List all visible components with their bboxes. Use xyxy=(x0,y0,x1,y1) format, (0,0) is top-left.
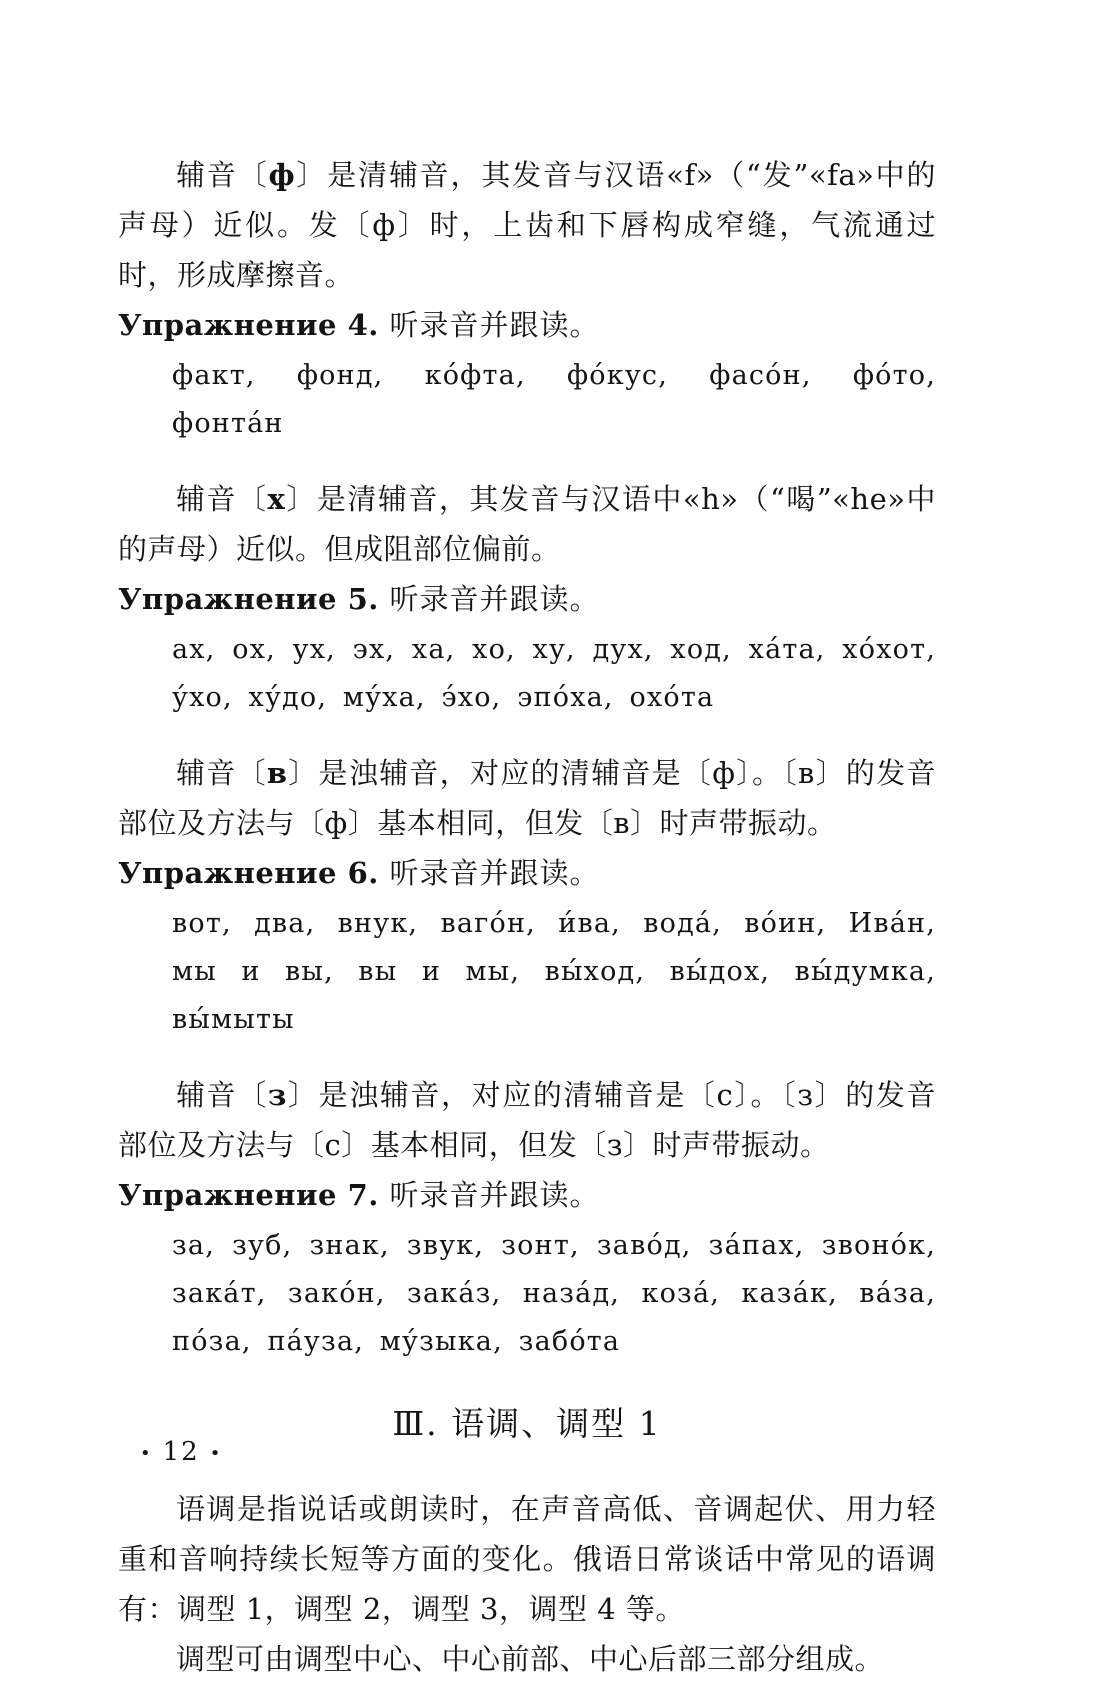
paragraph-text: 辅音〔 xyxy=(176,158,269,192)
exercise-heading xyxy=(118,848,936,898)
paragraph-text: 辅音〔 xyxy=(176,482,268,516)
exercise-heading xyxy=(118,1170,936,1220)
exercise-instruction: 听录音并跟读。 xyxy=(389,856,600,890)
body-paragraph xyxy=(118,1070,936,1170)
body-paragraph xyxy=(118,1484,936,1634)
page-content xyxy=(118,150,936,1684)
body-paragraph xyxy=(118,748,936,848)
phoneme-letter-bold: з xyxy=(267,1078,287,1112)
page-number-left-dot: • xyxy=(140,1442,153,1464)
page-number xyxy=(130,1437,232,1467)
body-paragraph xyxy=(118,474,936,574)
exercise-heading xyxy=(118,300,936,350)
paragraph-text: 〕是浊辅音，对应的清辅音是〔ф〕。〔в〕的发音部位及方法与〔ф〕基本相同，但发〔в〕时声带振动。 xyxy=(118,756,936,840)
phoneme-letter-bold: х xyxy=(267,482,286,516)
phoneme-letter-bold: ф xyxy=(268,158,296,192)
exercise-instruction: 听录音并跟读。 xyxy=(389,582,600,616)
exercise-wordlist: за, зуб, знак, звук, зонт, заво́д, за́пах, звоно́к, зака́т, зако́н, зака́з, наза́д, коза́, каза́к, ва́за, по́за, па́уза, му́зыка, забо́та xyxy=(172,1230,936,1357)
body-paragraph xyxy=(118,1634,936,1684)
paragraph-text: 〕是浊辅音，对应的清辅音是〔с〕。〔з〕的发音部位及方法与〔с〕基本相同，但发〔з〕时声带振动。 xyxy=(118,1078,936,1162)
exercise-wordlist: ах, ох, ух, эх, ха, хо, ху, дух, ход, ха́та, хо́хот, у́хо, ху́до, му́ха, э́хо, эпо́ха, охо́та xyxy=(172,634,936,713)
exercise-label: Упражнение 5. xyxy=(118,582,390,616)
exercise-label: Упражнение 4. xyxy=(118,308,390,342)
exercise-wordlist: вот, два, внук, ваго́н, и́ва, вода́, во́ин, Ива́н, мы и вы, вы и мы, вы́ход, вы́дох, вы́думка, вы́мыты xyxy=(172,908,936,1035)
paragraph-text: 〕是清辅音，其发音与汉语«f»（“发”«fa»中的声母）近似。发〔ф〕时，上齿和下唇构成窄缝，气流通过时，形成摩擦音。 xyxy=(118,158,936,292)
paragraph-text: 〕是清辅音，其发音与汉语中«h»（“喝”«he»中的声母）近似。但成阻部位偏前。 xyxy=(118,482,936,566)
page-number-value: 12 xyxy=(162,1437,200,1467)
section-heading: Ⅲ. 语调、调型 1 xyxy=(392,1404,662,1443)
paragraph-text: 辅音〔 xyxy=(176,1078,268,1112)
page-number-right-dot: • xyxy=(209,1442,223,1464)
paragraph-text: 语调是指说话或朗读时，在声音高低、音调起伏、用力轻重和音响持续长短等方面的变化。俄语日常谈话中常见的语调有：调型 1，调型 2，调型 3，调型 4 等。 xyxy=(118,1492,936,1626)
paragraph-text: 辅音〔 xyxy=(176,756,267,790)
exercise-wordlist: факт, фонд, ко́фта, фо́кус, фасо́н, фо́то, фонта́н xyxy=(172,360,936,439)
paragraph-text: 调型可由调型中心、中心前部、中心后部三部分组成。 xyxy=(176,1642,885,1676)
body-paragraph xyxy=(118,150,936,300)
exercise-label: Упражнение 7. xyxy=(118,1178,390,1212)
exercise-instruction: 听录音并跟读。 xyxy=(389,1178,600,1212)
exercise-label: Упражнение 6. xyxy=(118,856,390,890)
exercise-heading xyxy=(118,574,936,624)
exercise-instruction: 听录音并跟读。 xyxy=(389,308,600,342)
phoneme-letter-bold: в xyxy=(266,756,288,790)
